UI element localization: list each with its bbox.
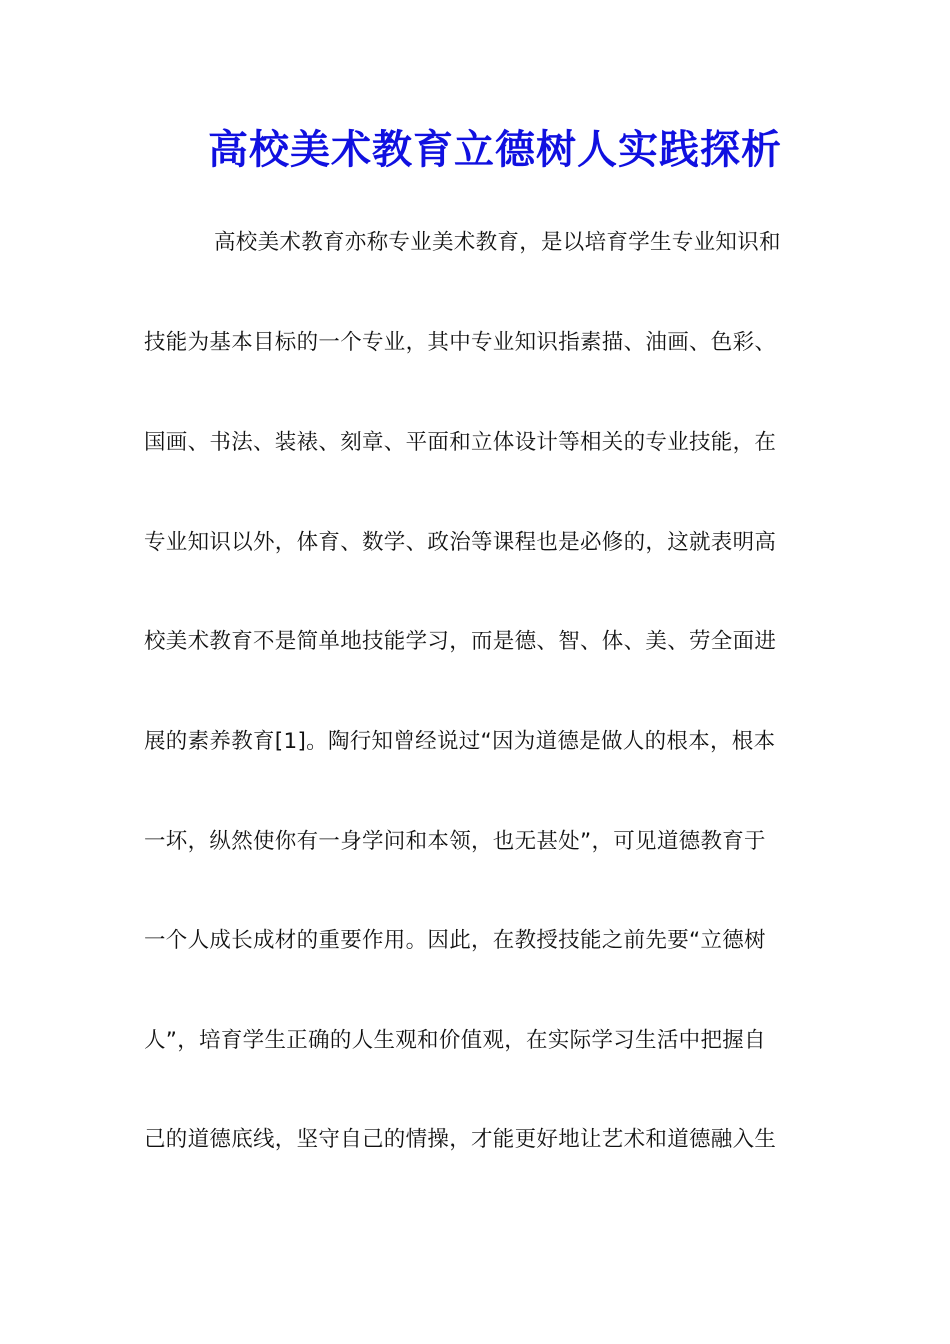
paragraph-line: 高校美术教育亦称专业美术教育，是以培育学生专业知识和 bbox=[214, 230, 781, 255]
paragraph-line: 专业知识以外，体育、数学、政治等课程也是必修的，这就表明高 bbox=[144, 530, 777, 555]
paragraph-line: 技能为基本目标的一个专业，其中专业知识指素描、油画、色彩、 bbox=[144, 330, 777, 355]
document-title: 高校美术教育立德树人实践探析 bbox=[208, 126, 782, 173]
paragraph-line: 人”，培育学生正确的人生观和价值观，在实际学习生活中把握自 bbox=[144, 1028, 766, 1053]
paragraph-line: 展的素养教育[1]。陶行知曾经说过“因为道德是做人的根本，根本 bbox=[144, 729, 776, 754]
paragraph-line: 一个人成长成材的重要作用。因此，在教授技能之前先要“立德树 bbox=[144, 928, 766, 953]
paragraph-line: 校美术教育不是简单地技能学习，而是德、智、体、美、劳全面进 bbox=[144, 629, 777, 654]
paragraph-line: 一坏，纵然使你有一身学问和本领，也无甚处”，可见道德教育于 bbox=[144, 829, 766, 854]
paragraph-line: 国画、书法、装裱、刻章、平面和立体设计等相关的专业技能，在 bbox=[144, 430, 777, 455]
paragraph-line: 己的道德底线，坚守自己的情操，才能更好地让艺术和道德融入生 bbox=[144, 1127, 777, 1152]
